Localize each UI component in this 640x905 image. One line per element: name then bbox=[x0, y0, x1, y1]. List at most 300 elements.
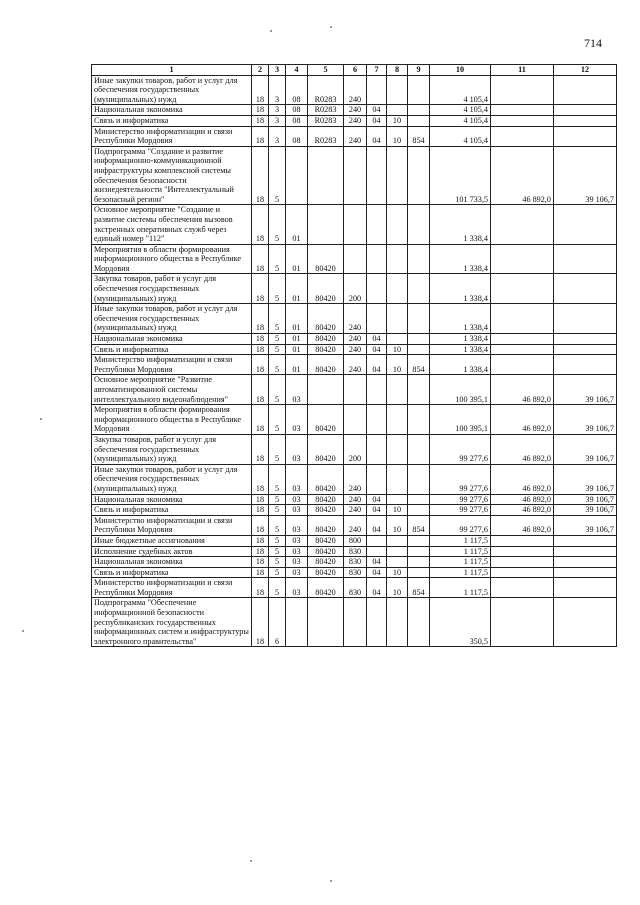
table-cell bbox=[491, 304, 554, 334]
table-cell: 854 bbox=[408, 515, 430, 535]
table-cell: 01 bbox=[286, 205, 308, 244]
row-label: Мероприятия в области формирования информационного общества в Республике Мордовия bbox=[92, 244, 252, 274]
table-cell: 39 106,7 bbox=[554, 494, 617, 505]
table-cell: 39 106,7 bbox=[554, 434, 617, 464]
column-header: 6 bbox=[344, 65, 367, 76]
table-cell: 80420 bbox=[308, 344, 344, 355]
table-cell: 18 bbox=[252, 75, 269, 105]
table-cell bbox=[554, 578, 617, 598]
table-cell bbox=[408, 334, 430, 345]
table-row bbox=[92, 598, 617, 647]
table-cell bbox=[491, 126, 554, 146]
table-cell bbox=[387, 546, 408, 557]
table-cell: 80420 bbox=[308, 434, 344, 464]
table-cell bbox=[554, 598, 617, 647]
table-row bbox=[92, 546, 617, 557]
table-cell: 1 338,4 bbox=[430, 344, 491, 355]
table-cell bbox=[554, 557, 617, 568]
table-cell: 200 bbox=[344, 434, 367, 464]
table-cell: 5 bbox=[269, 557, 286, 568]
table-cell bbox=[387, 105, 408, 116]
column-header: 8 bbox=[387, 65, 408, 76]
table-cell: R0283 bbox=[308, 75, 344, 105]
row-label: Министерство информатизации и связи Республики Мордовия bbox=[92, 355, 252, 375]
row-label: Мероприятия в области формирования информационного общества в Республике Мордовия bbox=[92, 405, 252, 435]
table-cell: 80420 bbox=[308, 304, 344, 334]
row-label: Министерство информатизации и связи Республики Мордовия bbox=[92, 126, 252, 146]
table-cell: 5 bbox=[269, 535, 286, 546]
table-cell bbox=[387, 405, 408, 435]
table-cell: 04 bbox=[367, 578, 387, 598]
table-cell bbox=[554, 355, 617, 375]
column-header: 2 bbox=[252, 65, 269, 76]
table-cell: 5 bbox=[269, 355, 286, 375]
table-cell: 5 bbox=[269, 546, 286, 557]
table-cell: 18 bbox=[252, 274, 269, 304]
table-cell: 01 bbox=[286, 334, 308, 345]
table-cell: 3 bbox=[269, 105, 286, 116]
table-cell: 18 bbox=[252, 146, 269, 205]
table-cell: 03 bbox=[286, 557, 308, 568]
table-cell: 46 892,0 bbox=[491, 405, 554, 435]
table-cell: 03 bbox=[286, 567, 308, 578]
table-cell: 03 bbox=[286, 535, 308, 546]
table-cell: 18 bbox=[252, 115, 269, 126]
row-label: Иные бюджетные ассигнования bbox=[92, 535, 252, 546]
table-row bbox=[92, 375, 617, 405]
table-cell: 10 bbox=[387, 344, 408, 355]
table-cell bbox=[554, 567, 617, 578]
table-cell bbox=[367, 598, 387, 647]
table-cell: 18 bbox=[252, 375, 269, 405]
table-cell: 240 bbox=[344, 115, 367, 126]
page-number: 714 bbox=[584, 36, 602, 50]
table-cell bbox=[344, 598, 367, 647]
table-cell: 18 bbox=[252, 105, 269, 116]
table-cell: 03 bbox=[286, 405, 308, 435]
table-cell bbox=[408, 274, 430, 304]
table-cell: 10 bbox=[387, 126, 408, 146]
table-cell: 80420 bbox=[308, 578, 344, 598]
column-header: 11 bbox=[491, 65, 554, 76]
table-cell bbox=[367, 434, 387, 464]
table-cell: 1 338,4 bbox=[430, 205, 491, 244]
table-cell bbox=[408, 535, 430, 546]
table-cell: 04 bbox=[367, 105, 387, 116]
table-row bbox=[92, 494, 617, 505]
table-cell bbox=[491, 598, 554, 647]
table-cell: 04 bbox=[367, 355, 387, 375]
table-cell: 08 bbox=[286, 115, 308, 126]
row-label: Министерство информатизации и связи Республики Мордовия bbox=[92, 515, 252, 535]
table-cell: 100 395,1 bbox=[430, 375, 491, 405]
table-cell: 200 bbox=[344, 274, 367, 304]
table-cell: 39 106,7 bbox=[554, 505, 617, 516]
table-cell bbox=[387, 274, 408, 304]
table-cell: 6 bbox=[269, 598, 286, 647]
table-cell: 1 117,5 bbox=[430, 546, 491, 557]
table-cell: 854 bbox=[408, 355, 430, 375]
table-cell: 240 bbox=[344, 105, 367, 116]
table-cell: 1 117,5 bbox=[430, 557, 491, 568]
table-cell bbox=[387, 535, 408, 546]
scan-speck bbox=[330, 26, 332, 28]
table-cell: 1 338,4 bbox=[430, 274, 491, 304]
table-cell: 18 bbox=[252, 355, 269, 375]
table-cell: 10 bbox=[387, 567, 408, 578]
column-header: 1 bbox=[92, 65, 252, 76]
table-cell bbox=[554, 105, 617, 116]
scan-speck bbox=[40, 418, 42, 420]
table-cell: 99 277,6 bbox=[430, 434, 491, 464]
table-cell: 03 bbox=[286, 505, 308, 516]
table-cell bbox=[554, 304, 617, 334]
table-cell: 240 bbox=[344, 344, 367, 355]
table-cell: 80420 bbox=[308, 515, 344, 535]
table-cell: 08 bbox=[286, 105, 308, 116]
table-cell bbox=[491, 535, 554, 546]
table-cell bbox=[491, 115, 554, 126]
table-cell bbox=[387, 598, 408, 647]
table-cell bbox=[408, 546, 430, 557]
table-cell: 830 bbox=[344, 567, 367, 578]
table-cell bbox=[491, 105, 554, 116]
table-cell bbox=[408, 375, 430, 405]
table-cell bbox=[367, 405, 387, 435]
table-cell: 46 892,0 bbox=[491, 434, 554, 464]
table-cell: 240 bbox=[344, 464, 367, 494]
column-header: 7 bbox=[367, 65, 387, 76]
table-cell bbox=[367, 75, 387, 105]
table-cell bbox=[554, 205, 617, 244]
table-cell bbox=[408, 205, 430, 244]
row-label: Национальная экономика bbox=[92, 334, 252, 345]
table-cell: 5 bbox=[269, 515, 286, 535]
table-cell: 1 338,4 bbox=[430, 244, 491, 274]
table-cell: 01 bbox=[286, 344, 308, 355]
table-cell bbox=[367, 546, 387, 557]
table-cell bbox=[387, 375, 408, 405]
table-cell: 18 bbox=[252, 515, 269, 535]
table-cell: 04 bbox=[367, 557, 387, 568]
table-cell: 240 bbox=[344, 355, 367, 375]
table-cell: 99 277,6 bbox=[430, 494, 491, 505]
table-cell: 04 bbox=[367, 494, 387, 505]
table-cell: 4 105,4 bbox=[430, 115, 491, 126]
table-cell bbox=[308, 146, 344, 205]
table-cell bbox=[491, 567, 554, 578]
table-cell: 5 bbox=[269, 494, 286, 505]
table-cell bbox=[408, 494, 430, 505]
table-cell: R0283 bbox=[308, 105, 344, 116]
table-cell: 39 106,7 bbox=[554, 146, 617, 205]
table-cell: 10 bbox=[387, 505, 408, 516]
table-cell: 99 277,6 bbox=[430, 505, 491, 516]
row-label: Иные закупки товаров, работ и услуг для обеспечения государственных (муниципальных) нужд bbox=[92, 464, 252, 494]
table-cell: 10 bbox=[387, 355, 408, 375]
table-cell bbox=[408, 434, 430, 464]
table-cell: 46 892,0 bbox=[491, 146, 554, 205]
column-header: 5 bbox=[308, 65, 344, 76]
table-cell: 830 bbox=[344, 578, 367, 598]
table-row bbox=[92, 115, 617, 126]
table-cell bbox=[554, 274, 617, 304]
budget-table bbox=[91, 64, 617, 647]
table-cell: 5 bbox=[269, 578, 286, 598]
table-row bbox=[92, 578, 617, 598]
table-cell: 80420 bbox=[308, 505, 344, 516]
table-cell bbox=[344, 244, 367, 274]
table-cell bbox=[286, 598, 308, 647]
table-cell bbox=[491, 546, 554, 557]
table-cell: 80420 bbox=[308, 405, 344, 435]
table-cell bbox=[554, 535, 617, 546]
table-cell: 854 bbox=[408, 578, 430, 598]
table-cell: R0283 bbox=[308, 115, 344, 126]
table-row bbox=[92, 434, 617, 464]
table-cell: 5 bbox=[269, 334, 286, 345]
table-cell bbox=[408, 557, 430, 568]
table-cell: 5 bbox=[269, 205, 286, 244]
table-row bbox=[92, 464, 617, 494]
table-cell bbox=[367, 375, 387, 405]
table-cell: 46 892,0 bbox=[491, 515, 554, 535]
table-cell bbox=[387, 434, 408, 464]
table-cell: 5 bbox=[269, 344, 286, 355]
table-cell: 1 117,5 bbox=[430, 567, 491, 578]
table-cell: 01 bbox=[286, 274, 308, 304]
table-cell: 99 277,6 bbox=[430, 464, 491, 494]
table-cell bbox=[554, 75, 617, 105]
table-cell: 101 733,5 bbox=[430, 146, 491, 205]
table-cell: 18 bbox=[252, 578, 269, 598]
table-cell: 01 bbox=[286, 244, 308, 274]
row-label: Национальная экономика bbox=[92, 105, 252, 116]
table-cell bbox=[344, 146, 367, 205]
table-cell: 18 bbox=[252, 505, 269, 516]
scan-speck bbox=[250, 860, 252, 862]
table-cell: 830 bbox=[344, 546, 367, 557]
row-label: Иные закупки товаров, работ и услуг для обеспечения государственных (муниципальных) нужд bbox=[92, 75, 252, 105]
table-cell: 854 bbox=[408, 126, 430, 146]
table-cell: 1 338,4 bbox=[430, 355, 491, 375]
table-cell: 99 277,6 bbox=[430, 515, 491, 535]
table-cell: 39 106,7 bbox=[554, 515, 617, 535]
table-cell bbox=[491, 355, 554, 375]
table-cell: 18 bbox=[252, 344, 269, 355]
table-cell: 18 bbox=[252, 546, 269, 557]
column-header: 3 bbox=[269, 65, 286, 76]
table-cell: 03 bbox=[286, 494, 308, 505]
table-cell: 5 bbox=[269, 405, 286, 435]
table-cell bbox=[491, 75, 554, 105]
table-cell bbox=[408, 567, 430, 578]
table-cell: 240 bbox=[344, 75, 367, 105]
table-cell: 80420 bbox=[308, 334, 344, 345]
column-header: 12 bbox=[554, 65, 617, 76]
table-cell bbox=[387, 304, 408, 334]
table-cell: 80420 bbox=[308, 546, 344, 557]
table-cell: 18 bbox=[252, 557, 269, 568]
row-label: Основное мероприятие "Развитие автоматизированной системы интеллектуального видеонаблюдения" bbox=[92, 375, 252, 405]
table-cell: 4 105,4 bbox=[430, 75, 491, 105]
table-cell: R0283 bbox=[308, 126, 344, 146]
table-cell: 5 bbox=[269, 567, 286, 578]
table-row bbox=[92, 146, 617, 205]
table-row bbox=[92, 567, 617, 578]
table-cell: 5 bbox=[269, 146, 286, 205]
scan-speck bbox=[270, 30, 272, 32]
table-row bbox=[92, 355, 617, 375]
table-cell: 5 bbox=[269, 274, 286, 304]
table-cell: 04 bbox=[367, 115, 387, 126]
table-cell bbox=[387, 146, 408, 205]
table-cell: 18 bbox=[252, 334, 269, 345]
table-cell: 5 bbox=[269, 505, 286, 516]
table-cell bbox=[387, 244, 408, 274]
table-cell: 04 bbox=[367, 126, 387, 146]
table-cell: 4 105,4 bbox=[430, 105, 491, 116]
table-cell bbox=[491, 557, 554, 568]
table-cell bbox=[387, 334, 408, 345]
table-cell: 46 892,0 bbox=[491, 494, 554, 505]
table-cell bbox=[367, 274, 387, 304]
row-label: Связь и информатика bbox=[92, 567, 252, 578]
table-cell: 5 bbox=[269, 375, 286, 405]
table-cell: 01 bbox=[286, 304, 308, 334]
row-label: Связь и информатика bbox=[92, 505, 252, 516]
table-cell: 350,5 bbox=[430, 598, 491, 647]
table-cell: 1 117,5 bbox=[430, 535, 491, 546]
table-cell: 18 bbox=[252, 304, 269, 334]
table-cell: 1 117,5 bbox=[430, 578, 491, 598]
table-cell: 03 bbox=[286, 375, 308, 405]
table-cell: 03 bbox=[286, 546, 308, 557]
table-row bbox=[92, 334, 617, 345]
row-label: Подпрограмма "Создание и развитие информационно-коммуникационной инфраструктуры комплексной системы обеспечения безопасности жизнедеятельности "Интеллектуальный безопасный регион" bbox=[92, 146, 252, 205]
table-cell: 240 bbox=[344, 304, 367, 334]
table-cell bbox=[344, 375, 367, 405]
table-cell bbox=[367, 244, 387, 274]
table-cell: 1 338,4 bbox=[430, 304, 491, 334]
table-cell bbox=[408, 244, 430, 274]
table-cell: 04 bbox=[367, 567, 387, 578]
table-cell: 03 bbox=[286, 464, 308, 494]
table-row bbox=[92, 557, 617, 568]
table-cell bbox=[387, 205, 408, 244]
table-cell: 18 bbox=[252, 535, 269, 546]
table-cell: 18 bbox=[252, 567, 269, 578]
table-cell: 04 bbox=[367, 334, 387, 345]
table-cell bbox=[408, 505, 430, 516]
table-cell bbox=[408, 115, 430, 126]
row-label: Связь и информатика bbox=[92, 344, 252, 355]
table-row bbox=[92, 405, 617, 435]
table-cell: 46 892,0 bbox=[491, 505, 554, 516]
table-cell bbox=[308, 205, 344, 244]
table-cell bbox=[408, 598, 430, 647]
table-cell: 39 106,7 bbox=[554, 464, 617, 494]
header-row bbox=[92, 65, 617, 76]
table-cell bbox=[554, 344, 617, 355]
table-cell: 800 bbox=[344, 535, 367, 546]
table-row bbox=[92, 244, 617, 274]
column-header: 4 bbox=[286, 65, 308, 76]
row-label: Закупка товаров, работ и услуг для обеспечения государственных (муниципальных) нужд bbox=[92, 274, 252, 304]
table-cell bbox=[408, 464, 430, 494]
table-cell bbox=[308, 598, 344, 647]
table-cell: 10 bbox=[387, 578, 408, 598]
table-cell: 240 bbox=[344, 515, 367, 535]
table-cell: 04 bbox=[367, 515, 387, 535]
table-cell bbox=[387, 464, 408, 494]
table-cell: 80420 bbox=[308, 464, 344, 494]
table-cell bbox=[367, 304, 387, 334]
table-row bbox=[92, 205, 617, 244]
table-cell: 03 bbox=[286, 578, 308, 598]
table-cell: 80420 bbox=[308, 494, 344, 505]
table-cell bbox=[367, 205, 387, 244]
table-cell bbox=[408, 75, 430, 105]
table-cell: 10 bbox=[387, 115, 408, 126]
table-row bbox=[92, 105, 617, 116]
table-row bbox=[92, 515, 617, 535]
table-cell: 5 bbox=[269, 244, 286, 274]
table-cell: 3 bbox=[269, 75, 286, 105]
table-cell: 240 bbox=[344, 126, 367, 146]
table-cell bbox=[408, 304, 430, 334]
table-cell bbox=[491, 205, 554, 244]
table-cell: 39 106,7 bbox=[554, 405, 617, 435]
table-cell bbox=[408, 405, 430, 435]
table-cell bbox=[408, 105, 430, 116]
table-cell: 18 bbox=[252, 205, 269, 244]
table-cell bbox=[554, 244, 617, 274]
table-cell bbox=[367, 464, 387, 494]
table-cell bbox=[367, 535, 387, 546]
table-cell: 04 bbox=[367, 344, 387, 355]
column-header: 10 bbox=[430, 65, 491, 76]
table-cell: 100 395,1 bbox=[430, 405, 491, 435]
table-cell bbox=[491, 344, 554, 355]
table-cell: 46 892,0 bbox=[491, 375, 554, 405]
table-row bbox=[92, 304, 617, 334]
table-cell: 240 bbox=[344, 334, 367, 345]
table-body bbox=[92, 75, 617, 647]
row-label: Связь и информатика bbox=[92, 115, 252, 126]
table-cell bbox=[367, 146, 387, 205]
table-cell bbox=[491, 578, 554, 598]
row-label: Национальная экономика bbox=[92, 494, 252, 505]
table-cell: 18 bbox=[252, 244, 269, 274]
table-cell: 830 bbox=[344, 557, 367, 568]
table-cell bbox=[286, 146, 308, 205]
table-cell bbox=[491, 274, 554, 304]
table-cell bbox=[344, 405, 367, 435]
table-row bbox=[92, 274, 617, 304]
table-cell: 18 bbox=[252, 494, 269, 505]
table-cell: 03 bbox=[286, 434, 308, 464]
table-cell: 03 bbox=[286, 515, 308, 535]
scan-speck bbox=[330, 880, 332, 882]
table-cell bbox=[408, 146, 430, 205]
column-header: 9 bbox=[408, 65, 430, 76]
table-cell bbox=[554, 126, 617, 146]
table-cell bbox=[491, 244, 554, 274]
table-cell bbox=[554, 334, 617, 345]
table-cell bbox=[554, 115, 617, 126]
table-cell: 39 106,7 bbox=[554, 375, 617, 405]
